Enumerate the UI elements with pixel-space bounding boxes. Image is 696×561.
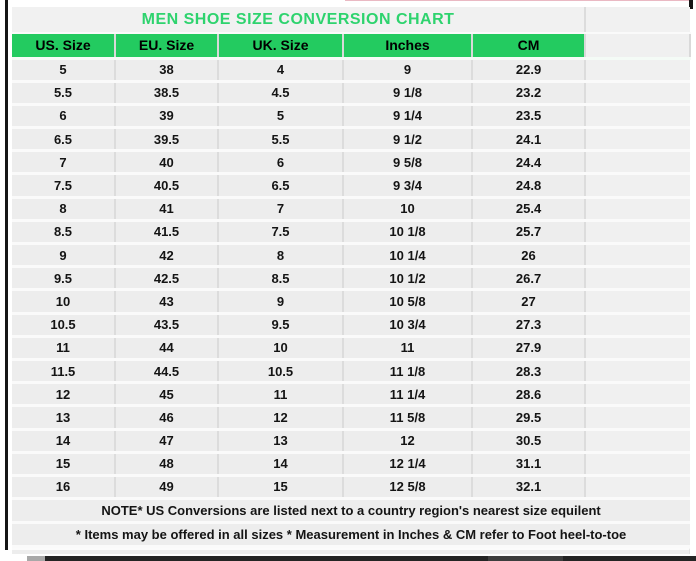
cell-cm: 24.4 (472, 151, 585, 174)
conversion-chart-sheet (12, 7, 690, 554)
cell-inches: 10 (343, 197, 472, 220)
cell-us-size: 15 (12, 452, 115, 475)
cell-uk-size: 5.5 (218, 128, 343, 151)
cell-us-size: 6 (12, 104, 115, 127)
cell-eu-size: 42 (115, 244, 218, 267)
cell-empty (585, 104, 690, 127)
cell-eu-size: 40.5 (115, 174, 218, 197)
cell-cm: 28.6 (472, 383, 585, 406)
cell-uk-size: 10.5 (218, 359, 343, 382)
table-row (12, 104, 690, 127)
cell-us-size: 7.5 (12, 174, 115, 197)
cell-uk-size: 10 (218, 336, 343, 359)
left-frame-border (5, 0, 8, 550)
table-row (12, 475, 690, 498)
cell-eu-size: 49 (115, 475, 218, 498)
cell-us-size: 11.5 (12, 359, 115, 382)
cell-cm: 27 (472, 290, 585, 313)
cell-eu-size: 43.5 (115, 313, 218, 336)
chart-title: MEN SHOE SIZE CONVERSION CHART (12, 7, 585, 33)
cell-us-size: 12 (12, 383, 115, 406)
cell-inches: 9 3/4 (343, 174, 472, 197)
column-header-inches: Inches (343, 33, 472, 58)
cell-us-size: 16 (12, 475, 115, 498)
cell-us-size: 9.5 (12, 267, 115, 290)
cell-eu-size: 44.5 (115, 359, 218, 382)
cell-us-size: 10.5 (12, 313, 115, 336)
cell-cm: 23.5 (472, 104, 585, 127)
cell-inches: 11 1/8 (343, 359, 472, 382)
bottom-bar-dark-segment (45, 556, 696, 561)
note-row-2 (12, 523, 690, 547)
cell-empty (585, 406, 690, 429)
title-row (12, 7, 690, 33)
cell-eu-size: 38 (115, 58, 218, 81)
cell-uk-size: 6 (218, 151, 343, 174)
cell-us-size: 14 (12, 429, 115, 452)
cell-eu-size: 42.5 (115, 267, 218, 290)
note-text-2: * Items may be offered in all sizes * Measurement in Inches & CM refer to Foot heel-to-toe (12, 523, 690, 547)
cell-us-size: 5.5 (12, 81, 115, 104)
cell-cm: 23.2 (472, 81, 585, 104)
table-row (12, 406, 690, 429)
cell-uk-size: 5 (218, 104, 343, 127)
cell-eu-size: 39.5 (115, 128, 218, 151)
cell-eu-size: 48 (115, 452, 218, 475)
cell-inches: 11 5/8 (343, 406, 472, 429)
cell-eu-size: 45 (115, 383, 218, 406)
cell-us-size: 9 (12, 244, 115, 267)
table-row (12, 58, 690, 81)
table-row (12, 197, 690, 220)
cell-inches: 9 (343, 58, 472, 81)
cell-cm: 26.7 (472, 267, 585, 290)
cell-cm: 28.3 (472, 359, 585, 382)
cell-inches: 10 1/8 (343, 220, 472, 243)
cell-uk-size: 12 (218, 406, 343, 429)
bottom-bar-mid-segment (488, 556, 563, 561)
table-row (12, 452, 690, 475)
note-row-1 (12, 499, 690, 523)
cell-cm: 27.9 (472, 336, 585, 359)
table-row (12, 151, 690, 174)
cell-eu-size: 41 (115, 197, 218, 220)
table-row (12, 429, 690, 452)
cell-us-size: 13 (12, 406, 115, 429)
table-row (12, 128, 690, 151)
table-row (12, 359, 690, 382)
cell-cm: 26 (472, 244, 585, 267)
cell-uk-size: 7 (218, 197, 343, 220)
bottom-dark-bar (0, 555, 696, 561)
cell-eu-size: 46 (115, 406, 218, 429)
cell-uk-size: 6.5 (218, 174, 343, 197)
cell-uk-size: 7.5 (218, 220, 343, 243)
cell-uk-size: 13 (218, 429, 343, 452)
table-row (12, 244, 690, 267)
cell-cm: 24.8 (472, 174, 585, 197)
table-row (12, 174, 690, 197)
column-header-us-size: US. Size (12, 33, 115, 58)
table-row (12, 313, 690, 336)
table-row (12, 290, 690, 313)
cell-us-size: 8 (12, 197, 115, 220)
cell-empty (585, 452, 690, 475)
partial-row-strip (12, 548, 690, 554)
cell-empty (585, 267, 690, 290)
cell-cm: 24.1 (472, 128, 585, 151)
size-conversion-table (12, 7, 691, 548)
cell-uk-size: 8.5 (218, 267, 343, 290)
cell-inches: 12 (343, 429, 472, 452)
cell-uk-size: 14 (218, 452, 343, 475)
cell-inches: 11 (343, 336, 472, 359)
table-row (12, 81, 690, 104)
column-header-cm: CM (472, 33, 585, 58)
table-body (12, 58, 690, 499)
cell-uk-size: 9 (218, 290, 343, 313)
cell-inches: 10 1/2 (343, 267, 472, 290)
title-row-empty-cell (585, 7, 690, 33)
column-header-row (12, 33, 690, 58)
cell-empty (585, 197, 690, 220)
cell-us-size: 8.5 (12, 220, 115, 243)
cell-inches: 11 1/4 (343, 383, 472, 406)
column-header-uk-size: UK. Size (218, 33, 343, 58)
cell-empty (585, 128, 690, 151)
cell-cm: 29.5 (472, 406, 585, 429)
cell-inches: 12 5/8 (343, 475, 472, 498)
cell-cm: 30.5 (472, 429, 585, 452)
cell-uk-size: 8 (218, 244, 343, 267)
cell-empty (585, 336, 690, 359)
table-row (12, 383, 690, 406)
cell-empty (585, 58, 690, 81)
cell-empty (585, 313, 690, 336)
cell-inches: 9 5/8 (343, 151, 472, 174)
table-row (12, 336, 690, 359)
cell-uk-size: 11 (218, 383, 343, 406)
cell-empty (585, 383, 690, 406)
cell-empty (585, 359, 690, 382)
cell-cm: 32.1 (472, 475, 585, 498)
cell-us-size: 6.5 (12, 128, 115, 151)
cell-inches: 10 3/4 (343, 313, 472, 336)
cell-empty (585, 475, 690, 498)
cell-us-size: 7 (12, 151, 115, 174)
table-row (12, 267, 690, 290)
cell-empty (585, 151, 690, 174)
cell-eu-size: 39 (115, 104, 218, 127)
cell-eu-size: 47 (115, 429, 218, 452)
cell-uk-size: 4.5 (218, 81, 343, 104)
cell-empty (585, 220, 690, 243)
cell-uk-size: 9.5 (218, 313, 343, 336)
cell-eu-size: 44 (115, 336, 218, 359)
column-header-empty (585, 33, 690, 58)
cell-inches: 10 5/8 (343, 290, 472, 313)
cell-cm: 27.3 (472, 313, 585, 336)
cell-us-size: 11 (12, 336, 115, 359)
cell-empty (585, 429, 690, 452)
cell-us-size: 5 (12, 58, 115, 81)
cell-cm: 31.1 (472, 452, 585, 475)
cell-uk-size: 4 (218, 58, 343, 81)
cell-empty (585, 174, 690, 197)
cell-inches: 9 1/2 (343, 128, 472, 151)
cell-empty (585, 81, 690, 104)
cell-cm: 22.9 (472, 58, 585, 81)
cell-inches: 9 1/8 (343, 81, 472, 104)
cell-cm: 25.7 (472, 220, 585, 243)
cell-uk-size: 15 (218, 475, 343, 498)
bottom-bar-light-segment (27, 556, 45, 561)
cell-inches: 12 1/4 (343, 452, 472, 475)
cell-cm: 25.4 (472, 197, 585, 220)
column-header-eu-size: EU. Size (115, 33, 218, 58)
cell-eu-size: 41.5 (115, 220, 218, 243)
cell-empty (585, 244, 690, 267)
cell-eu-size: 43 (115, 290, 218, 313)
cell-inches: 9 1/4 (343, 104, 472, 127)
top-edge-line (345, 0, 691, 1)
table-row (12, 220, 690, 243)
cell-empty (585, 290, 690, 313)
cell-inches: 10 1/4 (343, 244, 472, 267)
cell-eu-size: 38.5 (115, 81, 218, 104)
note-text-1: NOTE* US Conversions are listed next to a country region's nearest size equilent (12, 499, 690, 523)
cell-us-size: 10 (12, 290, 115, 313)
cell-eu-size: 40 (115, 151, 218, 174)
